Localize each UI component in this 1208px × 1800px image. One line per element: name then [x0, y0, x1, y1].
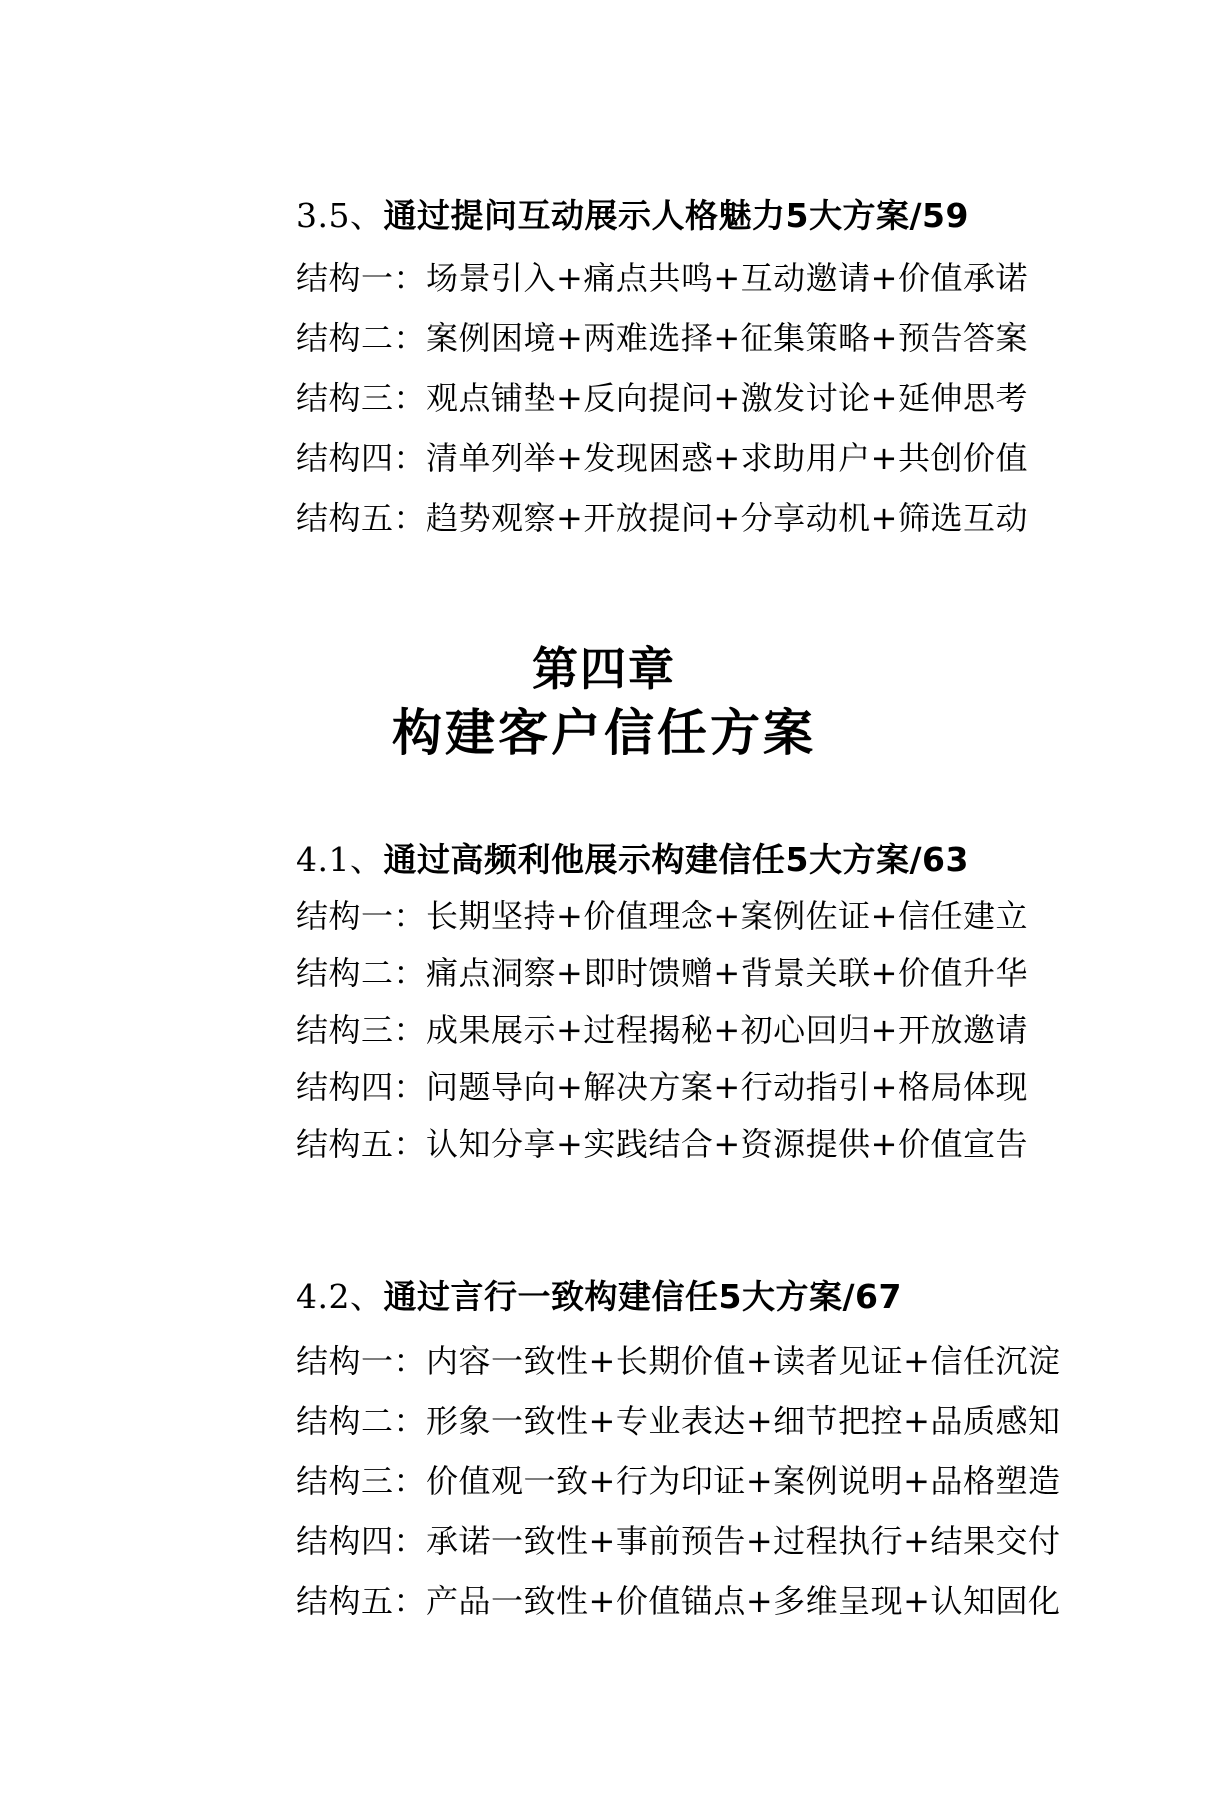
structure-line: 结构五：趋势观察+开放提问+分享动机+筛选互动	[296, 499, 1028, 537]
section-heading	[296, 1277, 1096, 1317]
section-title: 通过提问互动展示人格魅力5大方案/59	[383, 196, 969, 235]
structure-line: 结构二：形象一致性+专业表达+细节把控+品质感知	[296, 1402, 1061, 1440]
chapter-heading	[0, 640, 1208, 770]
structure-line: 结构五：认知分享+实践结合+资源提供+价值宣告	[296, 1125, 1028, 1163]
section-heading	[296, 840, 1096, 880]
section-4-1	[296, 840, 1096, 1173]
structure-line: 结构三：成果展示+过程揭秘+初心回归+开放邀请	[296, 1011, 1028, 1049]
structure-line: 结构五：产品一致性+价值锚点+多维呈现+认知固化	[296, 1582, 1061, 1620]
section-4-2	[296, 1277, 1096, 1631]
structure-line: 结构二：痛点洞察+即时馈赠+背景关联+价值升华	[296, 954, 1028, 992]
section-number: 4.2、	[296, 1277, 384, 1316]
section-3-5	[296, 196, 1096, 548]
structure-line: 结构四：问题导向+解决方案+行动指引+格局体现	[296, 1068, 1028, 1106]
section-heading	[296, 196, 1096, 236]
section-title: 通过高频利他展示构建信任5大方案/63	[383, 840, 969, 879]
structure-line: 结构四：承诺一致性+事前预告+过程执行+结果交付	[296, 1522, 1061, 1560]
structure-line: 结构二：案例困境+两难选择+征集策略+预告答案	[296, 319, 1028, 357]
section-number: 4.1、	[296, 840, 384, 879]
structure-line: 结构三：观点铺垫+反向提问+激发讨论+延伸思考	[296, 379, 1028, 417]
structure-line: 结构三：价值观一致+行为印证+案例说明+品格塑造	[296, 1462, 1061, 1500]
structure-line: 结构一：内容一致性+长期价值+读者见证+信任沉淀	[296, 1342, 1061, 1380]
section-title: 通过言行一致构建信任5大方案/67	[383, 1277, 902, 1316]
section-number: 3.5、	[296, 196, 384, 235]
chapter-number: 第四章	[532, 642, 676, 696]
structure-line: 结构一：场景引入+痛点共鸣+互动邀请+价值承诺	[296, 259, 1028, 297]
structure-line: 结构一：长期坚持+价值理念+案例佐证+信任建立	[296, 897, 1028, 935]
chapter-title: 构建客户信任方案	[392, 704, 816, 762]
structure-line: 结构四：清单列举+发现困惑+求助用户+共创价值	[296, 439, 1028, 477]
